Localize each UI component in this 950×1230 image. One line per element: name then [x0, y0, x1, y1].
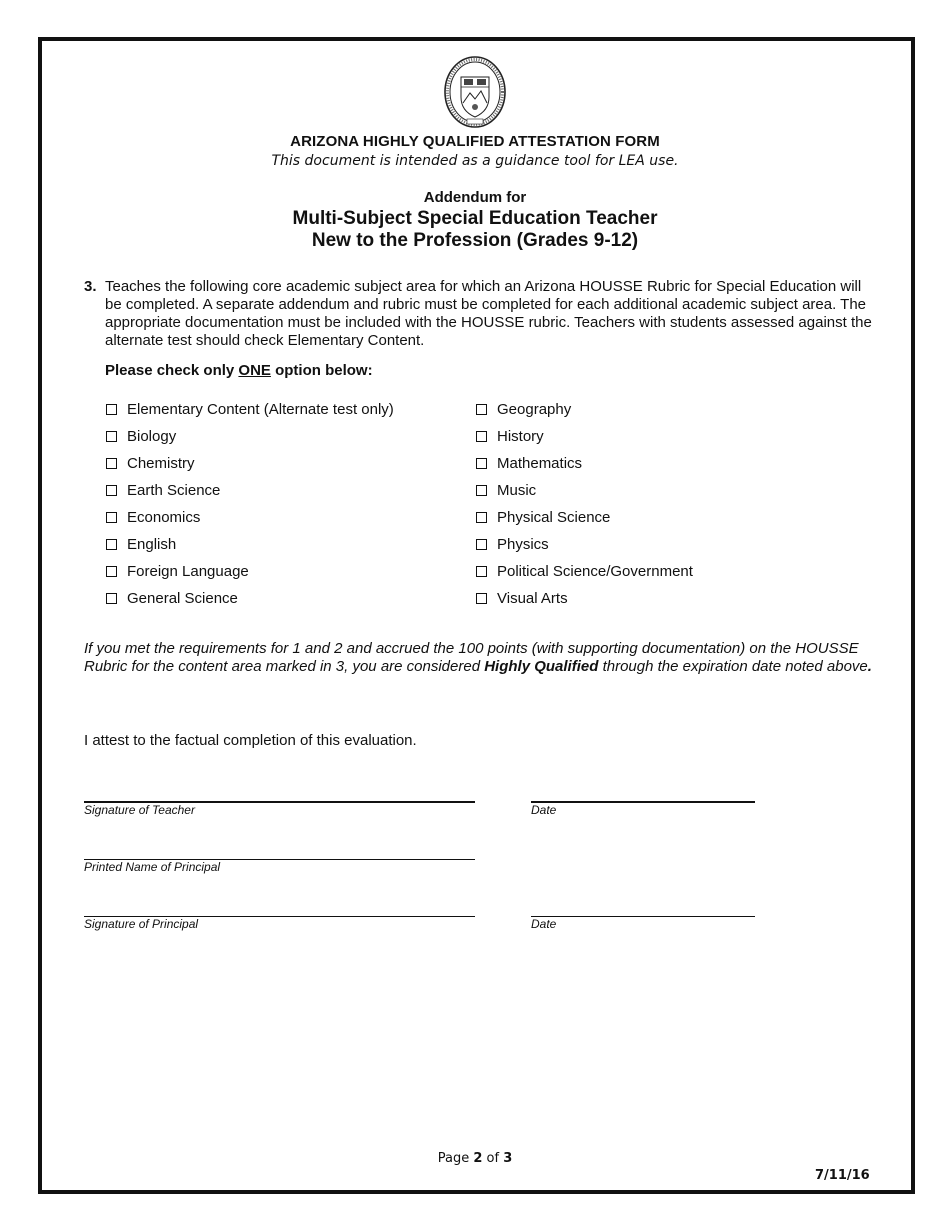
subject-option[interactable]: Music — [476, 482, 536, 499]
check-instruction-emphasis: ONE — [238, 362, 271, 379]
revision-date: 7/11/16 — [815, 1168, 870, 1183]
principal-name-label: Printed Name of Principal — [84, 860, 221, 874]
checkbox[interactable] — [476, 485, 487, 496]
checkbox[interactable] — [106, 431, 117, 442]
checkbox[interactable] — [106, 539, 117, 550]
principal-date-line[interactable] — [531, 916, 755, 917]
checkbox[interactable] — [106, 593, 117, 604]
checkbox[interactable] — [106, 485, 117, 496]
principal-signature-label: Signature of Principal — [84, 917, 199, 931]
checkbox[interactable] — [106, 458, 117, 469]
subject-option[interactable]: Physical Science — [476, 509, 610, 526]
checkbox[interactable] — [476, 512, 487, 523]
teacher-date-label: Date — [531, 803, 557, 817]
subject-option[interactable]: Political Science/Government — [476, 563, 693, 580]
checkbox[interactable] — [106, 512, 117, 523]
subject-option[interactable]: History — [476, 428, 544, 445]
subject-option[interactable]: Earth Science — [106, 482, 220, 499]
item-number: 3. — [84, 278, 97, 295]
subject-option[interactable]: Physics — [476, 536, 549, 553]
form-subtitle: This document is intended as a guidance tool for LEA use. — [271, 153, 679, 169]
checkbox[interactable] — [106, 566, 117, 577]
state-seal-icon — [443, 55, 507, 129]
teacher-date-line[interactable] — [531, 801, 755, 803]
subject-option[interactable]: Geography — [476, 401, 571, 418]
checkbox[interactable] — [476, 539, 487, 550]
subject-option[interactable]: English — [106, 536, 176, 553]
attestation-statement: I attest to the factual completion of this evaluation. — [84, 732, 417, 749]
checkbox[interactable] — [106, 404, 117, 415]
checkbox[interactable] — [476, 566, 487, 577]
teacher-signature-label: Signature of Teacher — [84, 803, 195, 817]
qualification-note: If you met the requirements for 1 and 2 and accrued the 100 points (with supporting documentation) on the HOUSSE Rubric for the content area marked in 3, you are considered Highly Qualified through the expiration date noted above. — [84, 640, 872, 675]
subject-option[interactable]: Economics — [106, 509, 200, 526]
form-title: ARIZONA HIGHLY QUALIFIED ATTESTATION FORM — [290, 133, 660, 150]
check-instruction: Please check only ONE option below: — [105, 362, 373, 379]
subject-option[interactable]: General Science — [106, 590, 238, 607]
subject-option[interactable]: Visual Arts — [476, 590, 568, 607]
subject-option[interactable]: Elementary Content (Alternate test only) — [106, 401, 394, 418]
addendum-label: Addendum for — [423, 189, 527, 206]
checkbox[interactable] — [476, 404, 487, 415]
subject-option[interactable]: Foreign Language — [106, 563, 249, 580]
subject-option[interactable]: Biology — [106, 428, 176, 445]
addendum-heading-line2: New to the Profession (Grades 9-12) — [311, 230, 639, 251]
principal-date-label: Date — [531, 917, 557, 931]
addendum-heading-line1: Multi-Subject Special Education Teacher — [292, 208, 658, 229]
checkbox[interactable] — [476, 431, 487, 442]
item-description: Teaches the following core academic subject area for which an Arizona HOUSSE Rubric for Special Education will be completed. A separate addendum and rubric must be completed for each additional academic subject area. The appropriate documentation must be included with the HOUSSE rubric. Teachers with students assessed against the alternate test should check Elementary Content. — [105, 278, 872, 349]
subject-option[interactable]: Mathematics — [476, 455, 582, 472]
subject-option[interactable]: Chemistry — [106, 455, 195, 472]
checkbox[interactable] — [476, 458, 487, 469]
checkbox[interactable] — [476, 593, 487, 604]
page-number: Page 2 of 3 — [437, 1151, 513, 1166]
